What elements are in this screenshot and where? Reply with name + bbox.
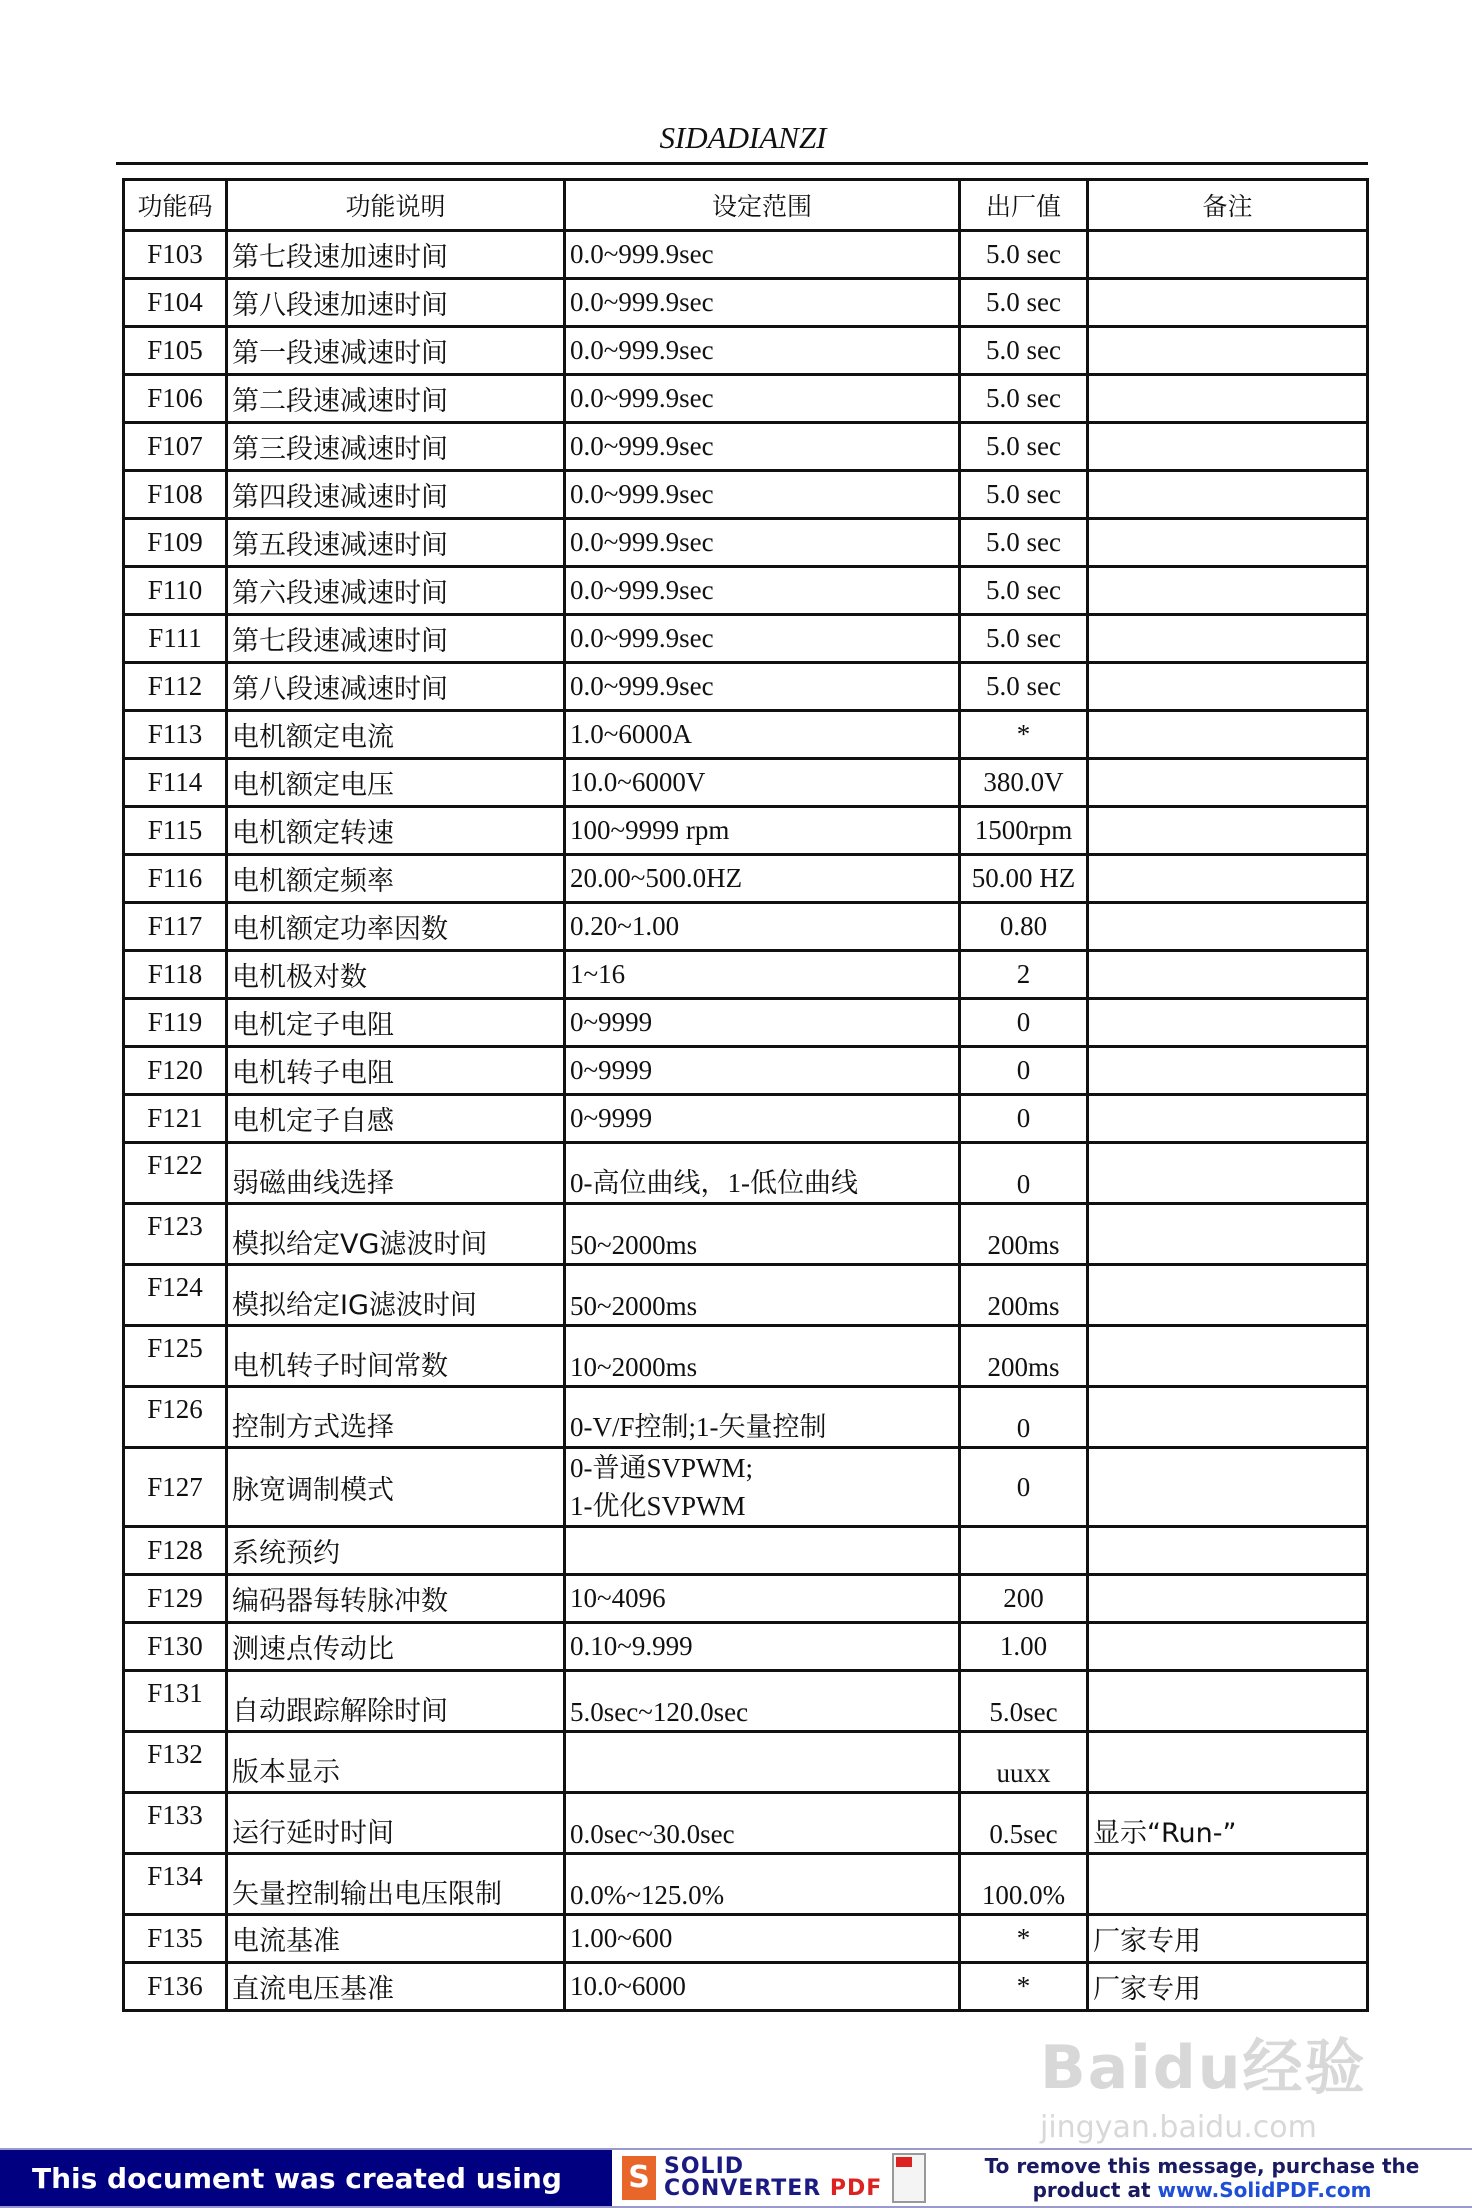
cell-code: F129 xyxy=(124,1575,227,1623)
table-row xyxy=(124,999,1368,1047)
cell-note xyxy=(1088,807,1368,855)
cell-note: 显示“Run-” xyxy=(1088,1793,1368,1854)
table-row xyxy=(124,903,1368,951)
parameter-table xyxy=(122,178,1369,2012)
cell-name: 第二段速减速时间 xyxy=(227,375,565,423)
cell-range: 50~2000ms xyxy=(565,1204,960,1265)
cell-range: 0-高位曲线，1-低位曲线 xyxy=(565,1143,960,1204)
cell-code: F110 xyxy=(124,567,227,615)
cell-note xyxy=(1088,903,1368,951)
cell-def: 5.0 sec xyxy=(960,615,1088,663)
banner-message: To remove this message, purchase the xyxy=(984,2154,1420,2178)
cell-def: 380.0V xyxy=(960,759,1088,807)
cell-code: F111 xyxy=(124,615,227,663)
cell-note xyxy=(1088,1326,1368,1387)
cell-def: 1500rpm xyxy=(960,807,1088,855)
solidpdf-banner xyxy=(0,2148,1472,2208)
cell-def: 2 xyxy=(960,951,1088,999)
cell-def: 0 xyxy=(960,1095,1088,1143)
table-row xyxy=(124,1793,1368,1854)
cell-code: F115 xyxy=(124,807,227,855)
cell-def: 5.0 sec xyxy=(960,327,1088,375)
cell-name: 矢量控制输出电压限制 xyxy=(227,1854,565,1915)
cell-range: 0~9999 xyxy=(565,1095,960,1143)
table-header-row xyxy=(124,180,1368,231)
cell-range: 10~2000ms xyxy=(565,1326,960,1387)
cell-def: 0 xyxy=(960,1448,1088,1527)
cell-name: 版本显示 xyxy=(227,1732,565,1793)
cell-name: 第七段速加速时间 xyxy=(227,231,565,279)
cell-code: F125 xyxy=(124,1326,227,1387)
cell-name: 电机极对数 xyxy=(227,951,565,999)
logo-line1: SOLID xyxy=(664,2154,745,2179)
cell-name: 电机定子自感 xyxy=(227,1095,565,1143)
cell-def: 0.80 xyxy=(960,903,1088,951)
table-row xyxy=(124,1527,1368,1575)
table-row xyxy=(124,231,1368,279)
cell-def: 5.0 sec xyxy=(960,663,1088,711)
cell-code: F107 xyxy=(124,423,227,471)
cell-note xyxy=(1088,423,1368,471)
table-row xyxy=(124,423,1368,471)
cell-note xyxy=(1088,1671,1368,1732)
table-row xyxy=(124,1575,1368,1623)
cell-def: 200ms xyxy=(960,1265,1088,1326)
cell-code: F126 xyxy=(124,1387,227,1448)
cell-range: 0.0~999.9sec xyxy=(565,279,960,327)
cell-code: F120 xyxy=(124,1047,227,1095)
cell-code: F118 xyxy=(124,951,227,999)
cell-def: * xyxy=(960,1915,1088,1963)
cell-range xyxy=(565,1527,960,1575)
cell-range: 0.20~1.00 xyxy=(565,903,960,951)
table-row xyxy=(124,807,1368,855)
cell-name: 自动跟踪解除时间 xyxy=(227,1671,565,1732)
column-header-note: 备注 xyxy=(1088,180,1368,231)
cell-range xyxy=(565,1732,960,1793)
cell-name: 模拟给定IG滤波时间 xyxy=(227,1265,565,1326)
cell-note: 厂家专用 xyxy=(1088,1963,1368,2011)
cell-code: F114 xyxy=(124,759,227,807)
cell-range: 0-V/F控制;1-矢量控制 xyxy=(565,1387,960,1448)
cell-note xyxy=(1088,375,1368,423)
cell-range: 1.00~600 xyxy=(565,1915,960,1963)
cell-name: 直流电压基准 xyxy=(227,1963,565,2011)
cell-code: F133 xyxy=(124,1793,227,1854)
watermark-url: jingyan.baidu.com xyxy=(1040,2110,1317,2145)
table-row xyxy=(124,1623,1368,1671)
cell-def: 0 xyxy=(960,999,1088,1047)
table-row xyxy=(124,1326,1368,1387)
cell-name: 运行延时时间 xyxy=(227,1793,565,1854)
cell-def: * xyxy=(960,711,1088,759)
cell-note xyxy=(1088,327,1368,375)
table-row xyxy=(124,519,1368,567)
cell-range: 50~2000ms xyxy=(565,1265,960,1326)
cell-note xyxy=(1088,231,1368,279)
table-row xyxy=(124,1671,1368,1732)
cell-note xyxy=(1088,1204,1368,1265)
table-row xyxy=(124,759,1368,807)
range-line: 1-优化SVPWM xyxy=(570,1491,746,1521)
table-row xyxy=(124,1265,1368,1326)
table-row xyxy=(124,279,1368,327)
cell-code: F124 xyxy=(124,1265,227,1326)
cell-note: 厂家专用 xyxy=(1088,1915,1368,1963)
cell-name: 第六段速减速时间 xyxy=(227,567,565,615)
logo-line2: CONVERTER xyxy=(664,2176,822,2201)
cell-code: F119 xyxy=(124,999,227,1047)
banner-prefix: product at xyxy=(1032,2178,1158,2202)
cell-def: 0.5sec xyxy=(960,1793,1088,1854)
logo-pdf: PDF xyxy=(829,2176,883,2201)
cell-code: F123 xyxy=(124,1204,227,1265)
cell-name: 第五段速减速时间 xyxy=(227,519,565,567)
cell-note xyxy=(1088,1387,1368,1448)
cell-def: 5.0 sec xyxy=(960,519,1088,567)
cell-note xyxy=(1088,471,1368,519)
table-row xyxy=(124,615,1368,663)
table-row xyxy=(124,1963,1368,2011)
cell-range: 0.10~9.999 xyxy=(565,1623,960,1671)
cell-range: 0.0~999.9sec xyxy=(565,471,960,519)
range-line: 0-普通SVPWM; xyxy=(570,1453,754,1483)
cell-def: 5.0 sec xyxy=(960,375,1088,423)
cell-note xyxy=(1088,951,1368,999)
table-row xyxy=(124,1047,1368,1095)
cell-def: 5.0sec xyxy=(960,1671,1088,1732)
cell-note xyxy=(1088,855,1368,903)
cell-note xyxy=(1088,759,1368,807)
cell-range: 20.00~500.0HZ xyxy=(565,855,960,903)
cell-range: 1.0~6000A xyxy=(565,711,960,759)
cell-name: 第一段速减速时间 xyxy=(227,327,565,375)
cell-range: 0~9999 xyxy=(565,999,960,1047)
cell-note xyxy=(1088,567,1368,615)
cell-note xyxy=(1088,663,1368,711)
table-row xyxy=(124,1095,1368,1143)
cell-code: F130 xyxy=(124,1623,227,1671)
cell-name: 电流基准 xyxy=(227,1915,565,1963)
table-row xyxy=(124,1448,1368,1527)
cell-name: 电机额定转速 xyxy=(227,807,565,855)
cell-name: 电机定子电阻 xyxy=(227,999,565,1047)
cell-range xyxy=(565,1448,960,1527)
cell-note xyxy=(1088,1095,1368,1143)
table-row xyxy=(124,327,1368,375)
table-row xyxy=(124,1854,1368,1915)
cell-name: 电机额定电压 xyxy=(227,759,565,807)
cell-code: F106 xyxy=(124,375,227,423)
cell-range: 10.0~6000V xyxy=(565,759,960,807)
cell-code: F132 xyxy=(124,1732,227,1793)
baidu-watermark xyxy=(1040,2020,1366,2145)
table-row xyxy=(124,1387,1368,1448)
cell-name: 第七段速减速时间 xyxy=(227,615,565,663)
cell-note xyxy=(1088,1448,1368,1527)
header-rule xyxy=(116,162,1368,165)
column-header-default: 出厂值 xyxy=(960,180,1088,231)
cell-range: 100~9999 rpm xyxy=(565,807,960,855)
cell-note xyxy=(1088,1575,1368,1623)
table-row xyxy=(124,663,1368,711)
cell-name: 电机转子时间常数 xyxy=(227,1326,565,1387)
cell-def: 50.00 HZ xyxy=(960,855,1088,903)
cell-def: 200 xyxy=(960,1575,1088,1623)
cell-def: 0 xyxy=(960,1047,1088,1095)
cell-range: 10~4096 xyxy=(565,1575,960,1623)
table-row xyxy=(124,1732,1368,1793)
table-row xyxy=(124,1915,1368,1963)
column-header-description: 功能说明 xyxy=(227,180,565,231)
cell-range: 0.0~999.9sec xyxy=(565,231,960,279)
cell-def: * xyxy=(960,1963,1088,2011)
pdf-document-icon xyxy=(892,2153,926,2203)
cell-range: 0.0~999.9sec xyxy=(565,567,960,615)
cell-name: 系统预约 xyxy=(227,1527,565,1575)
cell-code: F135 xyxy=(124,1915,227,1963)
cell-code: F113 xyxy=(124,711,227,759)
cell-def: 5.0 sec xyxy=(960,423,1088,471)
cell-def: 200ms xyxy=(960,1326,1088,1387)
watermark-logo: Baidu经验 xyxy=(1040,2033,1367,2103)
cell-note xyxy=(1088,1265,1368,1326)
cell-def: 0 xyxy=(960,1143,1088,1204)
cell-range: 5.0sec~120.0sec xyxy=(565,1671,960,1732)
cell-def: 1.00 xyxy=(960,1623,1088,1671)
cell-def: uuxx xyxy=(960,1732,1088,1793)
cell-code: F136 xyxy=(124,1963,227,2011)
banner-right-text xyxy=(932,2150,1472,2206)
cell-note xyxy=(1088,1047,1368,1095)
table-row xyxy=(124,711,1368,759)
table-row xyxy=(124,375,1368,423)
cell-note xyxy=(1088,1623,1368,1671)
cell-note xyxy=(1088,519,1368,567)
cell-note xyxy=(1088,615,1368,663)
cell-note xyxy=(1088,711,1368,759)
banner-left-text: This document was created using xyxy=(0,2150,612,2206)
table-row xyxy=(124,855,1368,903)
cell-range: 0.0~999.9sec xyxy=(565,663,960,711)
cell-name: 第四段速减速时间 xyxy=(227,471,565,519)
cell-name: 脉宽调制模式 xyxy=(227,1448,565,1527)
cell-code: F103 xyxy=(124,231,227,279)
cell-code: F127 xyxy=(124,1448,227,1527)
cell-name: 电机额定电流 xyxy=(227,711,565,759)
cell-code: F105 xyxy=(124,327,227,375)
cell-code: F109 xyxy=(124,519,227,567)
solid-converter-logo[interactable] xyxy=(612,2150,932,2206)
cell-def: 5.0 sec xyxy=(960,567,1088,615)
cell-code: F112 xyxy=(124,663,227,711)
solidpdf-link[interactable]: www.SolidPDF.com xyxy=(1157,2178,1372,2202)
cell-note xyxy=(1088,999,1368,1047)
cell-def: 100.0% xyxy=(960,1854,1088,1915)
cell-name: 第八段速减速时间 xyxy=(227,663,565,711)
cell-code: F128 xyxy=(124,1527,227,1575)
cell-name: 电机额定功率因数 xyxy=(227,903,565,951)
cell-code: F131 xyxy=(124,1671,227,1732)
cell-name: 测速点传动比 xyxy=(227,1623,565,1671)
cell-name: 电机额定频率 xyxy=(227,855,565,903)
cell-code: F122 xyxy=(124,1143,227,1204)
cell-code: F121 xyxy=(124,1095,227,1143)
cell-range: 0.0sec~30.0sec xyxy=(565,1793,960,1854)
table-row xyxy=(124,1143,1368,1204)
cell-range: 0.0%~125.0% xyxy=(565,1854,960,1915)
cell-name: 模拟给定VG滤波时间 xyxy=(227,1204,565,1265)
cell-code: F116 xyxy=(124,855,227,903)
document-header: SIDADIANZI xyxy=(659,120,827,155)
cell-note xyxy=(1088,1854,1368,1915)
cell-def: 5.0 sec xyxy=(960,471,1088,519)
table-row xyxy=(124,951,1368,999)
cell-def: 5.0 sec xyxy=(960,231,1088,279)
cell-name: 弱磁曲线选择 xyxy=(227,1143,565,1204)
cell-note xyxy=(1088,1143,1368,1204)
cell-note xyxy=(1088,1732,1368,1793)
column-header-code: 功能码 xyxy=(124,180,227,231)
cell-note xyxy=(1088,279,1368,327)
cell-def xyxy=(960,1527,1088,1575)
cell-note xyxy=(1088,1527,1368,1575)
cell-range: 10.0~6000 xyxy=(565,1963,960,2011)
cell-code: F134 xyxy=(124,1854,227,1915)
table-row xyxy=(124,567,1368,615)
cell-range: 0.0~999.9sec xyxy=(565,519,960,567)
cell-range: 0~9999 xyxy=(565,1047,960,1095)
column-header-range: 设定范围 xyxy=(565,180,960,231)
cell-def: 0 xyxy=(960,1387,1088,1448)
cell-name: 第八段速加速时间 xyxy=(227,279,565,327)
cell-name: 控制方式选择 xyxy=(227,1387,565,1448)
cell-code: F104 xyxy=(124,279,227,327)
solid-logo-icon: S xyxy=(622,2156,656,2200)
cell-range: 0.0~999.9sec xyxy=(565,423,960,471)
cell-def: 5.0 sec xyxy=(960,279,1088,327)
cell-def: 200ms xyxy=(960,1204,1088,1265)
table-row xyxy=(124,1204,1368,1265)
cell-code: F117 xyxy=(124,903,227,951)
table-row xyxy=(124,471,1368,519)
cell-name: 第三段速减速时间 xyxy=(227,423,565,471)
cell-name: 编码器每转脉冲数 xyxy=(227,1575,565,1623)
cell-name: 电机转子电阻 xyxy=(227,1047,565,1095)
cell-code: F108 xyxy=(124,471,227,519)
cell-range: 0.0~999.9sec xyxy=(565,615,960,663)
cell-range: 0.0~999.9sec xyxy=(565,375,960,423)
cell-range: 0.0~999.9sec xyxy=(565,327,960,375)
cell-range: 1~16 xyxy=(565,951,960,999)
